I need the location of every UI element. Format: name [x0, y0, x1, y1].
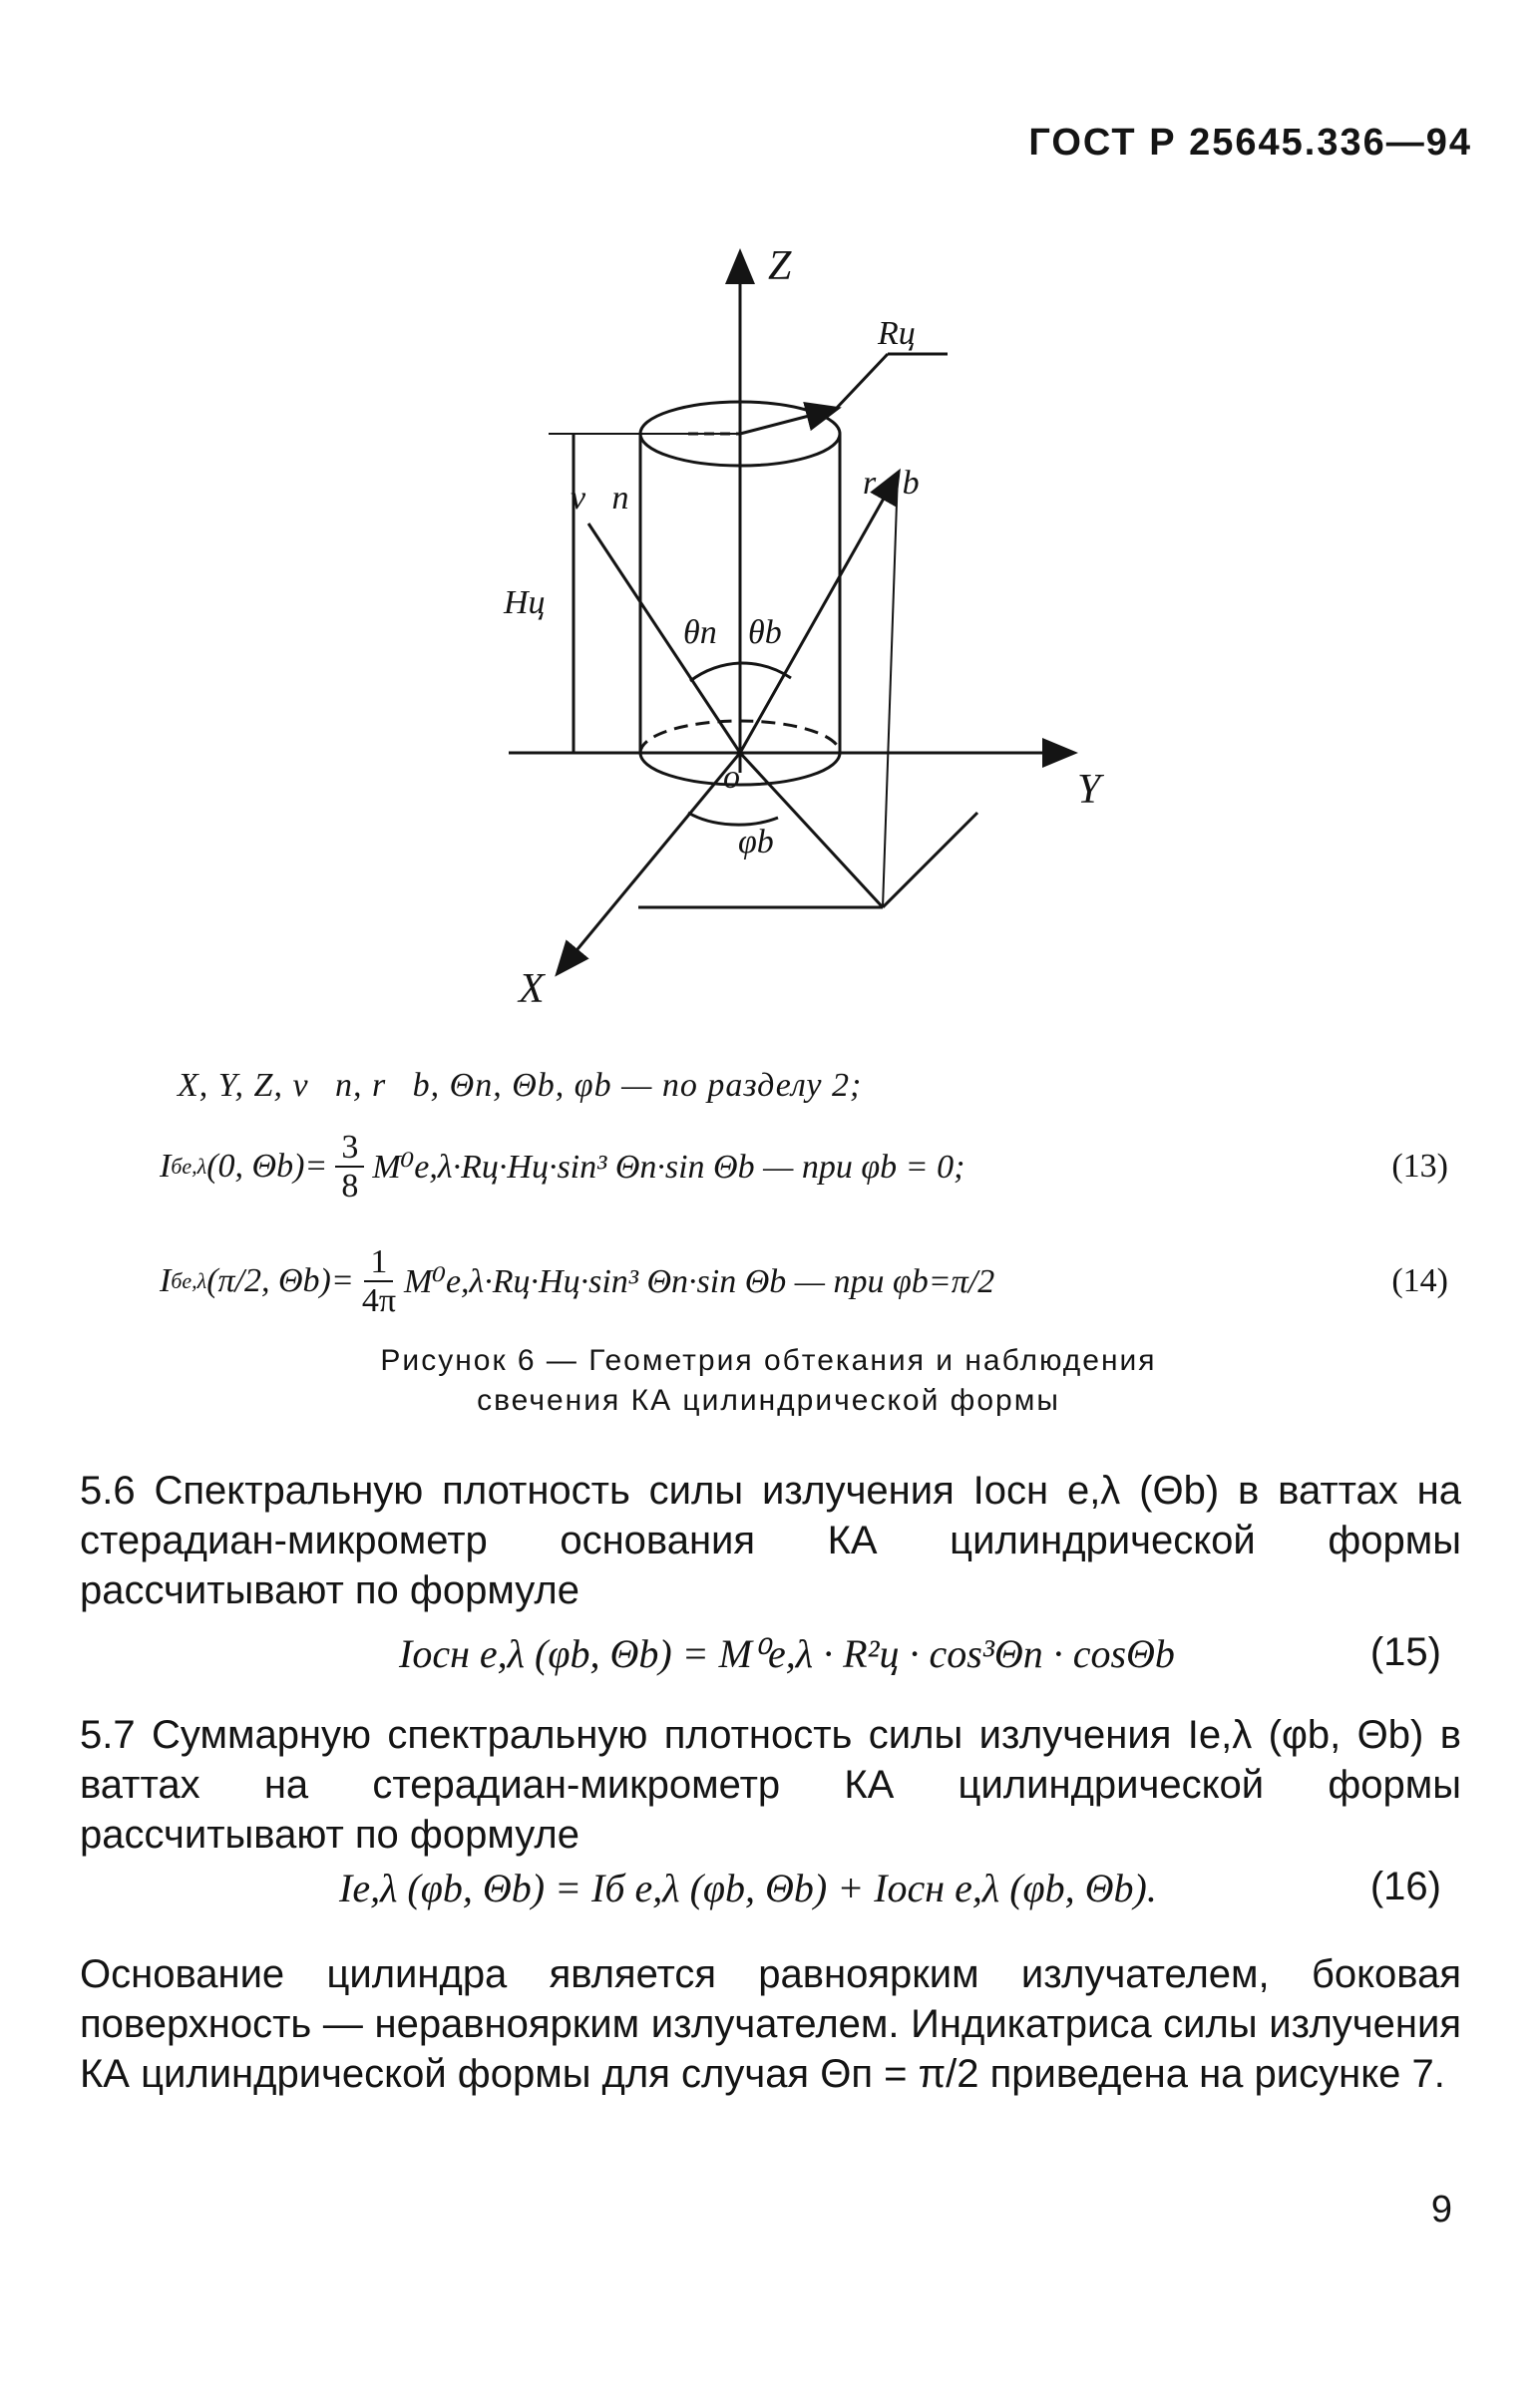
z-axis-label: Z	[768, 243, 792, 289]
equation-number-14: (14)	[1391, 1262, 1448, 1299]
equation-number-15: (15)	[1369, 1630, 1441, 1674]
figure-legend: X, Y, Z, v⃗п, r⃗b, Θп, Θb, φb — по разделу 2;	[178, 1067, 863, 1104]
caption-line-1: Рисунок 6 — Геометрия обтекания и наблюдения	[380, 1344, 1157, 1377]
cylinder-geometry-figure	[479, 214, 1117, 1032]
equation-number-13: (13)	[1391, 1148, 1448, 1185]
x-axis-label: X	[519, 966, 545, 1012]
origin-label: о	[723, 759, 740, 796]
phi-b-label: φb	[738, 824, 774, 860]
rb-vector	[740, 474, 898, 753]
section-5-6: 5.6 Спектральную плотность силы излучения Iосн e,λ (Θb) в ваттах на стерадиан-микрометр основания КА цилиндрической формы рассчитывают по формуле	[80, 1469, 1461, 1612]
theta-n-label: θп	[683, 614, 717, 651]
equation-number-16: (16)	[1369, 1865, 1441, 1908]
vn-label: v⃗п	[571, 480, 629, 516]
height-label: Hц	[504, 584, 546, 621]
rb-label: r⃗b	[863, 465, 920, 502]
caption-line-2: свечения КА цилиндрической формы	[477, 1384, 1060, 1417]
theta-n-arc	[690, 663, 740, 681]
formula-16: Ie,λ (φb, Θb) = Iб e,λ (φb, Θb) + Iосн e,λ (φb, Θb). (16)	[339, 1865, 1441, 1910]
formula-15: Iосн e,λ (φb, Θb) = M⁰e,λ · R²ц · cos³Θп · cosΘb (15)	[399, 1630, 1441, 1676]
radius-arrow	[740, 409, 836, 434]
formula-13: I б e,λ (0, Θb)= $\frac{3}{8}$ M⁰e,λ·Rц·Hц·sin³ Θп·sin Θb — при φb = 0; (13)	[160, 1128, 1448, 1204]
figure-caption	[0, 1341, 1537, 1421]
y-axis-label: Y	[1077, 767, 1101, 813]
section-5-7: 5.7 Суммарную спектральную плотность силы излучения Ie,λ (φb, Θb) в ваттах на стерадиан-микрометр КА цилиндрической формы рассчитывают по формуле	[80, 1713, 1462, 1857]
formula-14: I б e,λ (π/2, Θb)= $\frac{1}{4\pi}$ M⁰e,λ·Rц·Hц·sin³ Θп·sin Θb — при φb=π/2 (14)	[160, 1242, 1448, 1319]
x-axis	[559, 753, 740, 972]
closing-paragraph: Основание цилиндра является равноярким излучателем, боковая поверхность — неравноярким излучателем. Индикатриса силы излучения КА цилиндрической формы для случая Θп = π/2 приведена на рисунке 7.	[80, 1952, 1461, 2096]
theta-b-label: θb	[748, 614, 782, 651]
standard-header: ГОСТ Р 25645.336—94	[1028, 122, 1472, 164]
radius-label: Rц	[878, 315, 916, 352]
page-number: 9	[1430, 2189, 1452, 2231]
vn-vector	[588, 523, 740, 753]
